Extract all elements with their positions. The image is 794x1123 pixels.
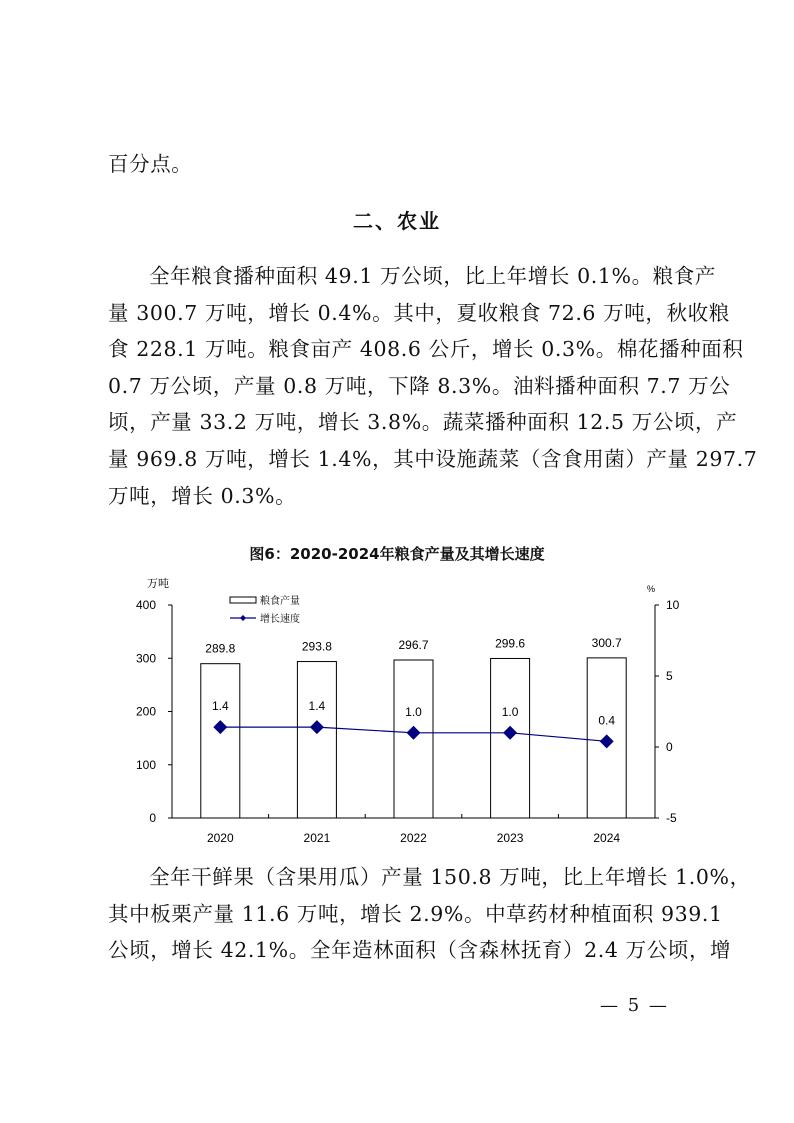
right-axis-tick-label: 10 (666, 598, 680, 612)
paragraph-line: 量 300.7 万吨，增长 0.4%。其中，夏收粮食 72.6 万吨，秋收粮 (108, 300, 730, 325)
legend-bar-swatch (230, 597, 256, 603)
paragraph-line: 全年粮食播种面积 49.1 万公顷，比上年增长 0.1%。粮食产 (149, 264, 716, 288)
page-number: — 5 — (600, 995, 669, 1016)
x-axis-tick-label: 2022 (400, 831, 427, 845)
fruit-forestry-paragraph (108, 859, 751, 969)
legend-label-grain-output: 粮食产量 (260, 596, 300, 607)
bar-data-label: 289.8 (205, 641, 236, 656)
growth-rate-data-label: 1.0 (501, 704, 519, 719)
chart-title: 图6：2020-2024年粮食产量及其增长速度 (249, 545, 545, 563)
paragraph-line: 万吨，增长 0.3%。 (108, 483, 297, 508)
bar-data-label: 299.6 (495, 636, 526, 651)
x-axis-tick-label: 2023 (496, 831, 524, 845)
paragraph-line: 顷，产量 33.2 万吨，增长 3.8%。蔬菜播种面积 12.5 万公顷，产 (108, 410, 738, 435)
bar-grain-output (201, 664, 240, 818)
bar-grain-output (297, 662, 336, 818)
bar-data-label: 293.8 (301, 639, 332, 654)
left-axis-tick-label: 100 (135, 757, 156, 772)
legend-label-growth-rate: 增长速度 (260, 614, 300, 625)
paragraph-line: 其中板栗产量 11.6 万吨，增长 2.9%。中草药材种植面积 939.1 (108, 901, 723, 926)
right-axis-unit-label: % (646, 584, 656, 594)
left-axis-tick-label: 200 (135, 704, 156, 719)
paragraph-line: 百分点。 (108, 152, 193, 176)
paragraph-line: 食 228.1 万吨。粮食亩产 408.6 公斤，增长 0.3%。棉花播种面积 (108, 337, 744, 362)
paragraph-line: 量 969.8 万吨，增长 1.4%，其中设施蔬菜（含食用菌）产量 297.7 (108, 446, 758, 471)
left-axis-tick-label: 300 (135, 651, 156, 666)
right-axis-tick-label: 0 (666, 740, 673, 754)
x-axis-tick-label: 2020 (206, 831, 234, 845)
x-axis-tick-label: 2024 (593, 831, 621, 845)
growth-rate-data-label: 1.4 (308, 699, 326, 714)
bar-data-label: 300.7 (591, 635, 622, 650)
paragraph-line: 0.7 万公顷，产量 0.8 万吨，下降 8.3%。油料播种面积 7.7 万公 (108, 373, 731, 398)
right-axis-tick-label: -5 (666, 811, 677, 825)
section-title: 二、农业 (353, 209, 441, 233)
bar-data-label: 296.7 (398, 638, 429, 653)
right-axis-tick-label: 5 (666, 669, 673, 683)
left-axis-tick-label: 400 (135, 598, 156, 612)
x-axis-tick-label: 2021 (303, 831, 331, 845)
growth-rate-data-label: 1.4 (211, 699, 229, 714)
paragraph-line: 全年干鲜果（含果用瓜）产量 150.8 万吨，比上年增长 1.0%， (149, 865, 751, 889)
growth-rate-data-label: 1.0 (405, 704, 422, 719)
left-axis-tick-label: 0 (149, 811, 156, 825)
growth-rate-data-label: 0.4 (598, 713, 616, 728)
legend-diamond-icon (240, 615, 246, 621)
left-axis-unit-label: 万吨 (147, 578, 169, 590)
paragraph-line: 公顷，增长 42.1%。全年造林面积（含森林抚育）2.4 万公顷，增 (108, 938, 732, 963)
